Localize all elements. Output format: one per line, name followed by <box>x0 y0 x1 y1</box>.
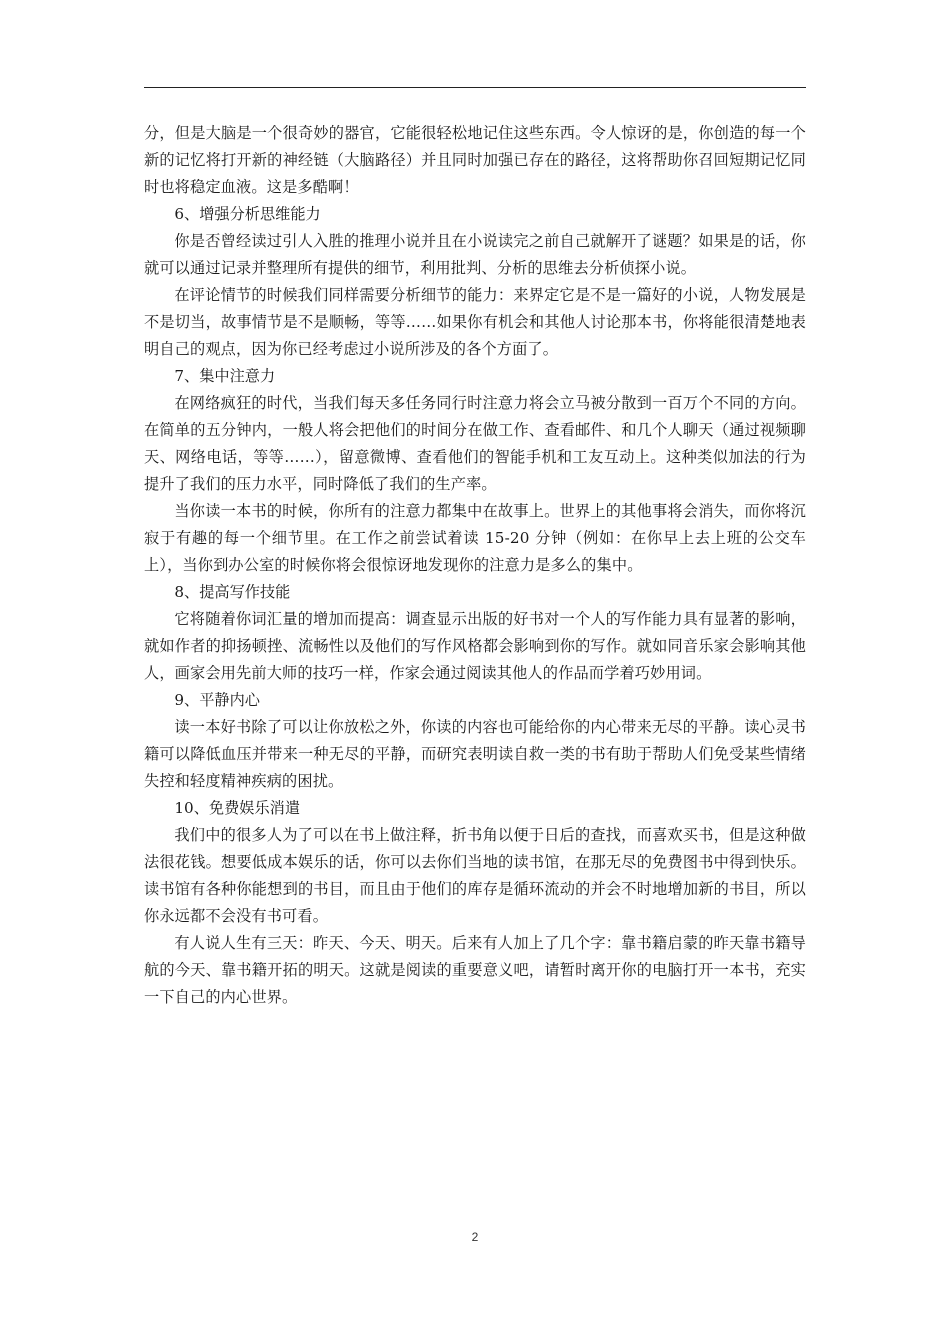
section-heading: 9、平静内心 <box>174 691 260 709</box>
document-body <box>144 120 806 1011</box>
section-heading: 8、提高写作技能 <box>174 583 291 601</box>
page-number: 2 <box>471 1230 479 1244</box>
section-heading: 6、增强分析思维能力 <box>174 205 321 223</box>
paragraph: 读一本好书除了可以让你放松之外，你读的内容也可能给你的内心带来无尽的平静。读心灵书籍可以降低血压并带来一种无尽的平静，而研究表明读自救一类的书有助于帮助人们免受某些情绪失控和轻度精神疾病的困扰。 <box>144 718 806 790</box>
header-rule <box>144 87 806 88</box>
paragraph: 分，但是大脑是一个很奇妙的器官，它能很轻松地记住这些东西。令人惊讶的是，你创造的每一个新的记忆将打开新的神经链（大脑路径）并且同时加强已存在的路径，这将帮助你召回短期记忆同时也将稳定血液。这是多酷啊！ <box>144 124 806 196</box>
paragraph: 在网络疯狂的时代，当我们每天多任务同行时注意力将会立马被分散到一百万个不同的方向。在简单的五分钟内，一般人将会把他们的时间分在做工作、查看邮件、和几个人聊天（通过视频聊天、网络电话，等等……），留意微博、查看他们的智能手机和工友互动上。这种类似加法的行为提升了我们的压力水平，同时降低了我们的生产率。 <box>144 394 806 493</box>
paragraph: 它将随着你词汇量的增加而提高：调查显示出版的好书对一个人的写作能力具有显著的影响，就如作者的抑扬顿挫、流畅性以及他们的写作风格都会影响到你的写作。就如同音乐家会影响其他人，画家会用先前大师的技巧一样，作家会通过阅读其他人的作品而学着巧妙用词。 <box>144 610 806 682</box>
paragraph: 我们中的很多人为了可以在书上做注释，折书角以便于日后的查找，而喜欢买书，但是这种做法很花钱。想要低成本娱乐的话，你可以去你们当地的读书馆，在那无尽的免费图书中得到快乐。读书馆有各种你能想到的书目，而且由于他们的库存是循环流动的并会不时地增加新的书目，所以你永远都不会没有书可看。 <box>144 826 806 925</box>
paragraph: 你是否曾经读过引人入胜的推理小说并且在小说读完之前自己就解开了谜题？如果是的话，你就可以通过记录并整理所有提供的细节，利用批判、分析的思维去分析侦探小说。 <box>144 232 806 277</box>
paragraph: 有人说人生有三天：昨天、今天、明天。后来有人加上了几个字：靠书籍启蒙的昨天靠书籍导航的今天、靠书籍开拓的明天。这就是阅读的重要意义吧，请暂时离开你的电脑打开一本书，充实一下自己的内心世界。 <box>144 934 806 1006</box>
paragraph: 当你读一本书的时候，你所有的注意力都集中在故事上。世界上的其他事将会消失，而你将沉寂于有趣的每一个细节里。在工作之前尝试着读 15-20 分钟（例如：在你早上去上班的公交车上），当你到办公室的时候你将会很惊讶地发现你的注意力是多么的集中。 <box>144 502 806 574</box>
section-heading: 10、免费娱乐消遣 <box>174 799 301 817</box>
section-heading: 7、集中注意力 <box>174 367 276 385</box>
paragraph: 在评论情节的时候我们同样需要分析细节的能力：来界定它是不是一篇好的小说，人物发展是不是切当，故事情节是不是顺畅，等等……如果你有机会和其他人讨论那本书，你将能很清楚地表明自己的观点，因为你已经考虑过小说所涉及的各个方面了。 <box>144 286 806 358</box>
